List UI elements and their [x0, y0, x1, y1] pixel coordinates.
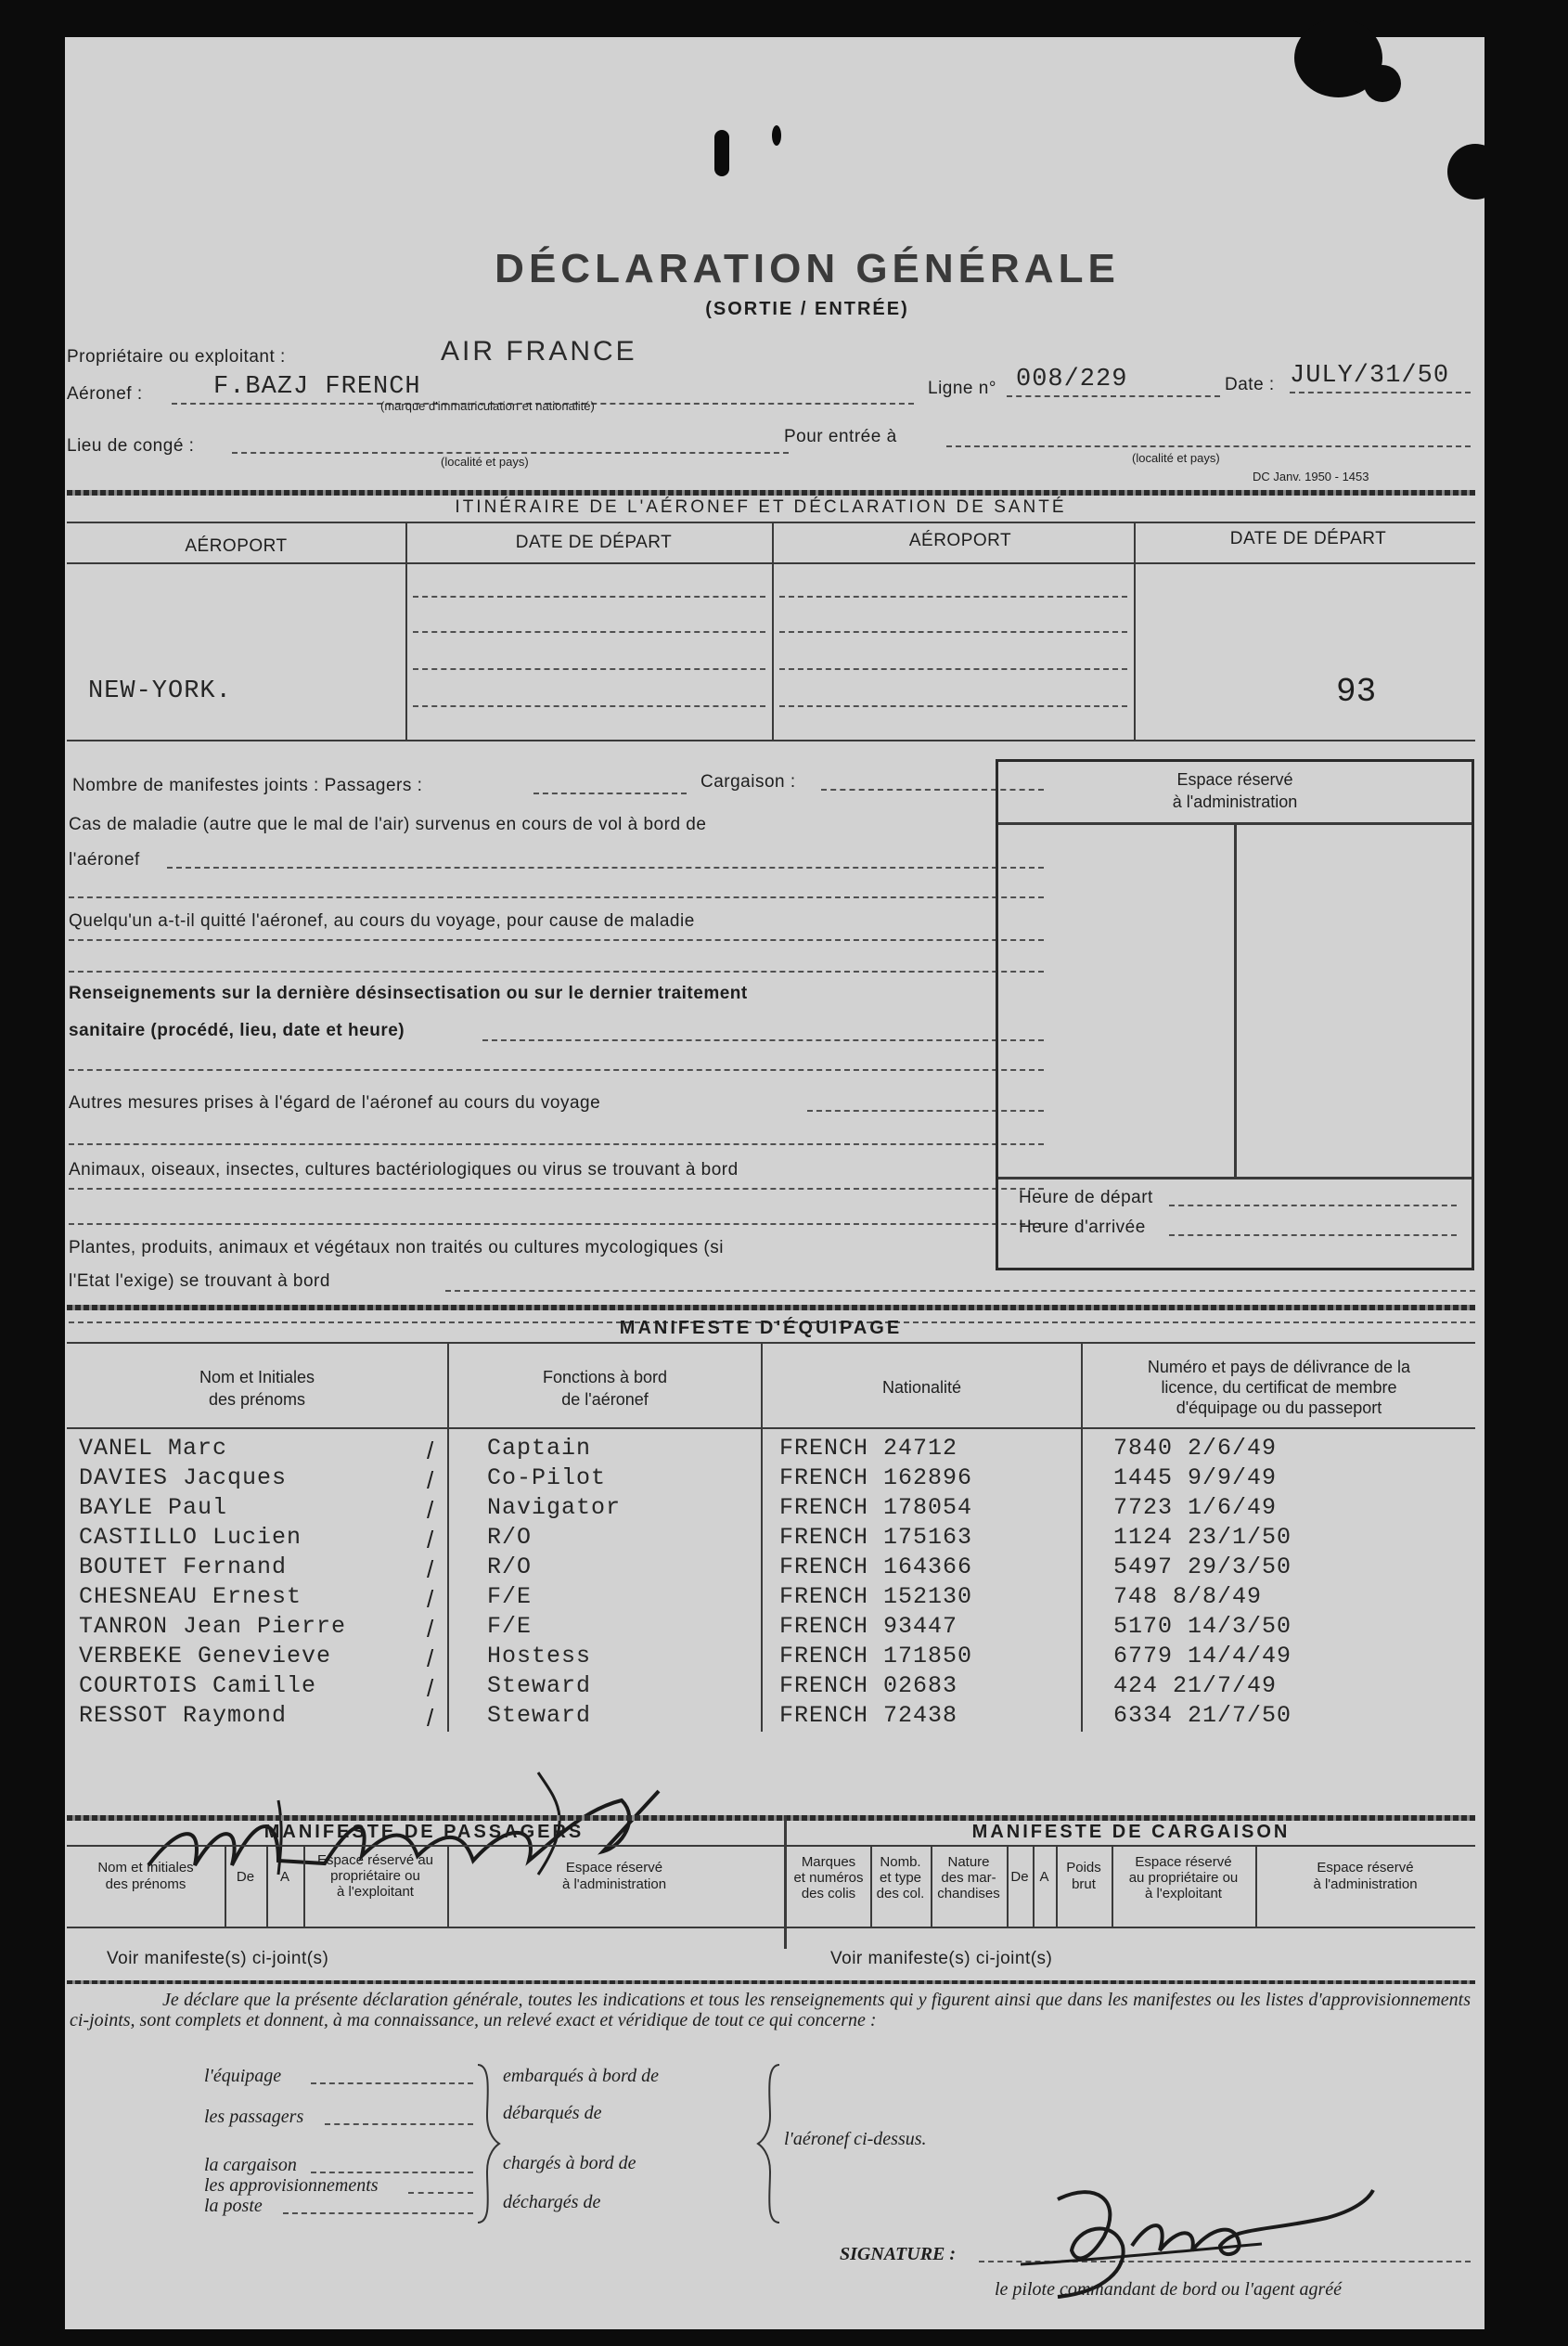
punch-hole — [1364, 65, 1401, 102]
check-mark-icon: / — [427, 1526, 434, 1553]
cargo-count-label: Cargaison : — [700, 772, 796, 792]
disinsection-label: Renseignements sur la dernière désinsectisation ou sur le dernier traitement — [69, 984, 748, 1003]
crew-col-function: Fonctions à bord de l'aéronef — [542, 1368, 668, 1409]
crew-nationality: FRENCH 162896 — [779, 1464, 973, 1491]
crew-function: R/O — [487, 1524, 533, 1551]
crew-nationality: FRENCH 72438 — [779, 1702, 958, 1729]
check-mark-icon: / — [427, 1644, 434, 1672]
crew-manifest-title: MANIFESTE D'ÉQUIPAGE — [619, 1318, 903, 1338]
passenger-col-to: A — [279, 1869, 289, 1885]
declaration-text: Je déclare que la présente déclaration générale, toutes les indications et tous les renseignements qui y figurent ainsi que dans les manifestes ou les listes d'approvisionnements ci-joints, sont complets et donnent, à ma connaissance, un relevé exact et véridique de tout ce qui concerne : — [70, 1990, 1471, 2030]
page-number: 93 — [1336, 673, 1377, 711]
crew-license: 1124 23/1/50 — [1113, 1524, 1292, 1551]
crew-nationality: FRENCH 171850 — [779, 1643, 973, 1669]
crew-license: 6334 21/7/50 — [1113, 1702, 1292, 1729]
locality-note-1: (localité et pays) — [441, 455, 529, 469]
itinerary-col-date-2: DATE DE DÉPART — [1229, 529, 1387, 548]
crew-nationality: FRENCH 152130 — [779, 1583, 973, 1610]
check-mark-icon: / — [427, 1466, 434, 1494]
other-measures-label: Autres mesures prises à l'égard de l'aéronef au cours du voyage — [69, 1093, 601, 1113]
crew-function: Captain — [487, 1435, 592, 1462]
form-subtitle: (SORTIE / ENTRÉE) — [705, 299, 909, 319]
crew-function: F/E — [487, 1613, 533, 1640]
cargo-col-from: De — [1010, 1869, 1029, 1885]
departure-place-label: Lieu de congé : — [67, 436, 195, 456]
crew-name: COURTOIS Camille — [79, 1672, 317, 1699]
declaration-passengers: les passagers — [204, 2107, 304, 2127]
date-value: JULY/31/50 — [1290, 362, 1450, 390]
crew-nationality: FRENCH 93447 — [779, 1613, 958, 1640]
passenger-see-manifest: Voir manifeste(s) ci-joint(s) — [107, 1949, 329, 1968]
brace-left — [473, 2060, 501, 2227]
crew-col-nationality: Nationalité — [881, 1378, 962, 1397]
line-label: Ligne n° — [928, 379, 996, 398]
form-title: DÉCLARATION GÉNÉRALE — [495, 246, 1120, 291]
declaration-embarked: embarqués à bord de — [503, 2066, 659, 2086]
check-mark-icon: / — [427, 1704, 434, 1732]
check-mark-icon: / — [427, 1585, 434, 1613]
owner-value: AIR FRANCE — [441, 336, 637, 367]
crew-license: 5497 29/3/50 — [1113, 1553, 1292, 1580]
departure-time-label: Heure de départ — [1019, 1188, 1153, 1207]
declaration-mail: la poste — [204, 2196, 263, 2216]
crew-name: TANRON Jean Pierre — [79, 1613, 347, 1640]
crew-name: CHESNEAU Ernest — [79, 1583, 302, 1610]
crew-nationality: FRENCH 164366 — [779, 1553, 973, 1580]
plants-label-2: l'Etat l'exige) se trouvant à bord — [69, 1271, 330, 1291]
cargo-col-marks: Marques et numéros des colis — [793, 1854, 864, 1901]
punch-hole — [772, 125, 781, 146]
form-reference: DC Janv. 1950 - 1453 — [1253, 470, 1369, 483]
cargo-col-weight: Poids brut — [1066, 1860, 1101, 1892]
declaration-crew: l'équipage — [204, 2066, 282, 2086]
arrival-time-label: Heure d'arrivée — [1019, 1218, 1146, 1237]
crew-nationality: FRENCH 24712 — [779, 1435, 958, 1462]
passenger-col-admin: Espace réservé à l'administration — [561, 1860, 667, 1892]
crew-function: Steward — [487, 1672, 592, 1699]
cargo-col-number: Nomb. et type des col. — [876, 1854, 925, 1901]
punch-hole — [714, 130, 729, 176]
locality-note-2: (localité et pays) — [1132, 451, 1220, 465]
left-aircraft-label: Quelqu'un a-t-il quitté l'aéronef, au cours du voyage, pour cause de maladie — [69, 911, 695, 931]
line-value: 008/229 — [1016, 366, 1128, 393]
check-mark-icon: / — [427, 1674, 434, 1702]
manifests-count-label: Nombre de manifestes joints : Passagers : — [72, 776, 423, 795]
crew-name: VANEL Marc — [79, 1435, 228, 1462]
illness-label-2: l'aéronef — [69, 850, 140, 870]
crew-name: BOUTET Fernand — [79, 1553, 288, 1580]
illness-label: Cas de maladie (autre que le mal de l'air) survenus en cours de vol à bord de — [69, 815, 707, 834]
crew-nationality: FRENCH 02683 — [779, 1672, 958, 1699]
itinerary-col-date-1: DATE DE DÉPART — [515, 533, 673, 552]
cargo-col-owner: Espace réservé au propriétaire ou à l'exploitant — [1128, 1854, 1239, 1901]
aircraft-note: (marque d'immatriculation et nationalité) — [380, 399, 595, 413]
crew-function: R/O — [487, 1553, 533, 1580]
date-label: Date : — [1225, 375, 1275, 394]
cargo-col-nature: Nature des mar- chandises — [937, 1854, 1000, 1901]
check-mark-icon: / — [427, 1615, 434, 1643]
owner-label: Propriétaire ou exploitant : — [67, 347, 286, 367]
arrival-label: Pour entrée à — [784, 427, 897, 446]
crew-function: F/E — [487, 1583, 533, 1610]
crew-name: RESSOT Raymond — [79, 1702, 288, 1729]
cargo-col-admin: Espace réservé à l'administration — [1313, 1860, 1418, 1892]
declaration-supplies: les approvisionnements — [204, 2175, 379, 2196]
crew-col-license: Numéro et pays de délivrance de la licence, du certificat de membre d'équipage ou du passeport — [1147, 1358, 1411, 1417]
declaration-cargo: la cargaison — [204, 2155, 297, 2175]
aircraft-label: Aéronef : — [67, 384, 143, 404]
itinerary-col-airport-1: AÉROPORT — [185, 536, 288, 556]
crew-function: Hostess — [487, 1643, 592, 1669]
itinerary-col-airport-2: AÉROPORT — [908, 531, 1012, 550]
crew-license: 424 21/7/49 — [1113, 1672, 1278, 1699]
crew-license: 7723 1/6/49 — [1113, 1494, 1278, 1521]
disinsection-label-2: sanitaire (procédé, lieu, date et heure) — [69, 1021, 405, 1040]
cargo-manifest-title: MANIFESTE DE CARGAISON — [971, 1822, 1291, 1842]
passenger-col-from: De — [236, 1869, 255, 1885]
declaration-form — [65, 37, 1484, 2329]
crew-function: Co-Pilot — [487, 1464, 607, 1491]
crew-function: Navigator — [487, 1494, 622, 1521]
signature-label: SIGNATURE : — [840, 2244, 957, 2264]
crew-function: Steward — [487, 1702, 592, 1729]
crew-name: VERBEKE Genevieve — [79, 1643, 332, 1669]
declaration-aircraft-above: l'aéronef ci-dessus. — [784, 2129, 927, 2149]
declaration-loaded: chargés à bord de — [503, 2153, 636, 2173]
check-mark-icon: / — [427, 1437, 434, 1464]
cargo-col-to: A — [1039, 1869, 1049, 1885]
itinerary-airport-entry: NEW-YORK. — [88, 677, 232, 705]
crew-license: 748 8/8/49 — [1113, 1583, 1263, 1610]
passenger-col-name: Nom et Initiales des prénoms — [97, 1860, 194, 1892]
signer-note: le pilote commandant de bord ou l'agent agréé — [995, 2279, 1343, 2300]
crew-name: DAVIES Jacques — [79, 1464, 288, 1491]
crew-name: BAYLE Paul — [79, 1494, 228, 1521]
declaration-unloaded: déchargés de — [503, 2192, 601, 2212]
crew-nationality: FRENCH 178054 — [779, 1494, 973, 1521]
crew-license: 5170 14/3/50 — [1113, 1613, 1292, 1640]
cargo-see-manifest: Voir manifeste(s) ci-joint(s) — [830, 1949, 1053, 1968]
admin-box-title: Espace réservé à l'administration — [1172, 770, 1298, 811]
plants-label: Plantes, produits, animaux et végétaux non traités ou cultures mycologiques (si — [69, 1238, 724, 1257]
itinerary-title: ITINÉRAIRE DE L'AÉRONEF ET DÉCLARATION DE SANTÉ — [455, 497, 1067, 517]
passenger-manifest-title: MANIFESTE DE PASSAGERS — [263, 1822, 585, 1842]
passenger-col-owner: Espace réservé au propriétaire ou à l'exploitant — [316, 1852, 434, 1900]
check-mark-icon: / — [427, 1555, 434, 1583]
crew-license: 6779 14/4/49 — [1113, 1643, 1292, 1669]
crew-name: CASTILLO Lucien — [79, 1524, 302, 1551]
aircraft-value: F.BAZJ FRENCH — [213, 373, 421, 401]
crew-col-name: Nom et Initiales des prénoms — [199, 1368, 315, 1409]
crew-license: 7840 2/6/49 — [1113, 1435, 1278, 1462]
punch-hole — [1447, 144, 1503, 200]
animals-label: Animaux, oiseaux, insectes, cultures bactériologiques ou virus se trouvant à bord — [69, 1160, 739, 1179]
declaration-disembarked: débarqués de — [503, 2103, 602, 2123]
check-mark-icon: / — [427, 1496, 434, 1524]
brace-right — [756, 2060, 784, 2227]
crew-license: 1445 9/9/49 — [1113, 1464, 1278, 1491]
crew-nationality: FRENCH 175163 — [779, 1524, 973, 1551]
